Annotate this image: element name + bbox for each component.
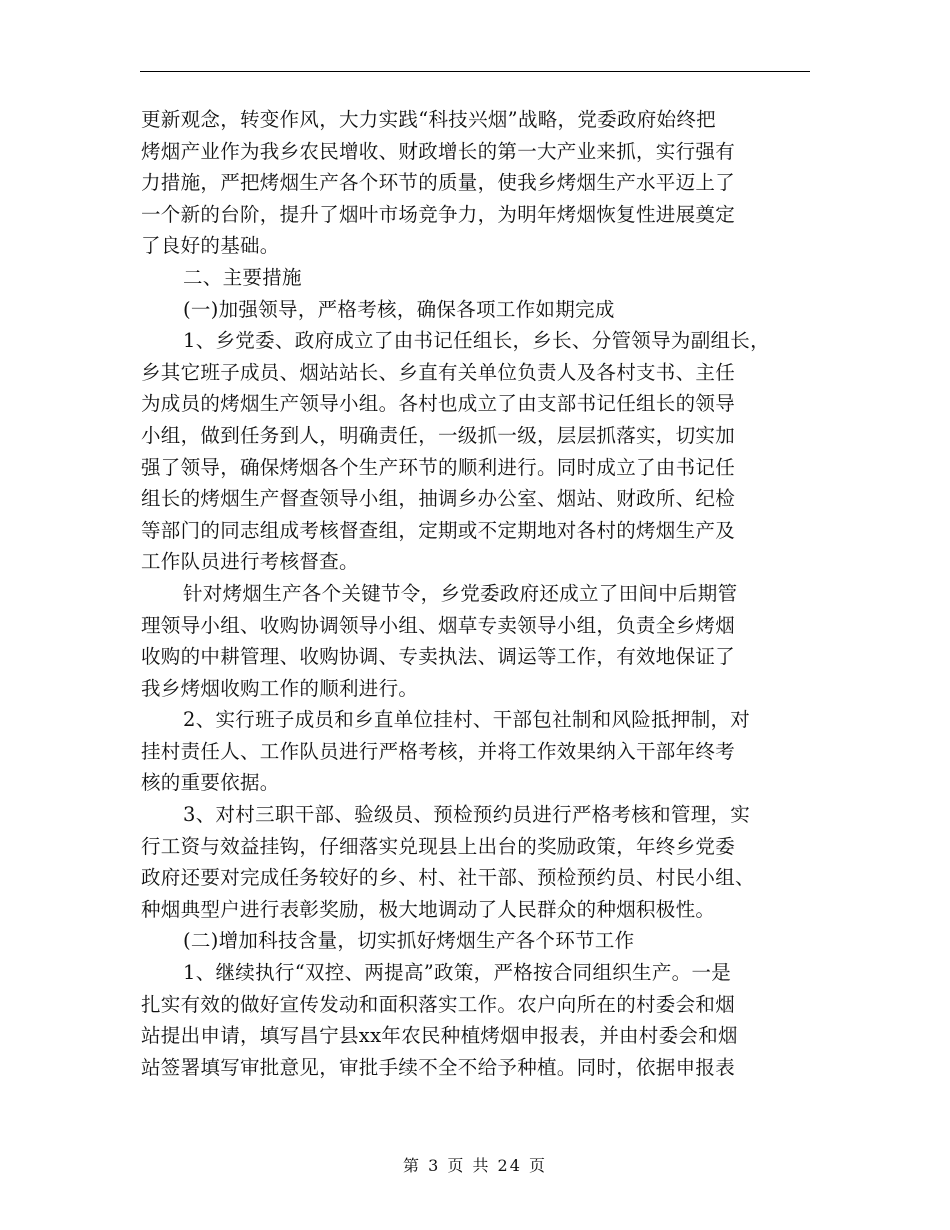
text-line: 1、乡党委、政府成立了由书记任组长，乡长、分管领导为副组长， [183, 329, 770, 353]
text-line: 二、主要措施 [183, 265, 302, 289]
text-line: 挂村责任人、工作队员进行严格考核，并将工作效果纳入干部年终考 [141, 739, 736, 763]
text-line: 3、对村三职干部、验级员、预检预约员进行严格考核和管理，实 [183, 803, 751, 827]
page-footer: 第 3 页 共 24 页 [403, 1156, 547, 1175]
text-line: 工作队员进行考核督查。 [141, 550, 359, 574]
text-line: (二)增加科技含量，切实抓好烤烟生产各个环节工作 [183, 929, 635, 953]
text-line: 组长的烤烟生产督查领导小组，抽调乡办公室、烟站、财政所、纪检 [141, 487, 736, 511]
text-line: 烤烟产业作为我乡农民增收、财政增长的第一大产业来抓，实行强有 [141, 139, 736, 163]
text-line: 我乡烤烟收购工作的顺利进行。 [141, 676, 419, 700]
text-line: 针对烤烟生产各个关键节令，乡党委政府还成立了田间中后期管 [183, 581, 738, 605]
text-line: 种烟典型户进行表彰奖励，极大地调动了人民群众的种烟积极性。 [141, 897, 716, 921]
text-line: 核的重要依据。 [141, 771, 280, 795]
text-line: 等部门的同志组成考核督查组，定期或不定期地对各村的烤烟生产及 [141, 518, 736, 542]
text-line: 1、继续执行“双控、两提高”政策，严格按合同组织生产。一是 [183, 961, 732, 985]
text-line: 更新观念，转变作风，大力实践“科技兴烟”战略，党委政府始终把 [141, 108, 716, 131]
text-line: 理领导小组、收购协调领导小组、烟草专卖领导小组，负责全乡烤烟 [141, 613, 736, 637]
text-line: 站提出申请，填写昌宁县xx年农民种植烤烟申报表，并由村委会和烟 [141, 1024, 738, 1048]
text-line: 为成员的烤烟生产领导小组。各村也成立了由支部书记任组长的领导 [141, 392, 736, 416]
text-line: (一)加强领导，严格考核，确保各项工作如期完成 [183, 297, 615, 321]
header-rule [140, 71, 810, 72]
text-line: 乡其它班子成员、烟站站长、乡直有关单位负责人及各村支书、主任 [141, 360, 736, 384]
document-body [141, 104, 821, 1083]
text-line: 扎实有效的做好宣传发动和面积落实工作。农户向所在的村委会和烟 [141, 992, 736, 1016]
text-line: 力措施，严把烤烟生产各个环节的质量，使我乡烤烟生产水平迈上了 [141, 171, 736, 195]
text-line: 了良好的基础。 [141, 234, 280, 258]
text-line: 政府还要对完成任务较好的乡、村、社干部、预检预约员、村民小组、 [141, 866, 755, 890]
text-line: 收购的中耕管理、收购协调、专卖执法、调运等工作，有效地保证了 [141, 645, 736, 669]
text-line: 强了领导，确保烤烟各个生产环节的顺利进行。同时成立了由书记任 [141, 455, 736, 479]
text-line: 行工资与效益挂钩，仔细落实兑现县上出台的奖励政策，年终乡党委 [141, 834, 736, 858]
text-line: 2、实行班子成员和乡直单位挂村、干部包社制和风险抵押制，对 [183, 708, 751, 732]
text-line: 站签署填写审批意见，审批手续不全不给予种植。同时，依据申报表 [141, 1055, 736, 1079]
text-line: 一个新的台阶，提升了烟叶市场竞争力，为明年烤烟恢复性进展奠定 [141, 202, 736, 226]
text-line: 小组，做到任务到人，明确责任，一级抓一级，层层抓落实，切实加 [141, 423, 736, 447]
